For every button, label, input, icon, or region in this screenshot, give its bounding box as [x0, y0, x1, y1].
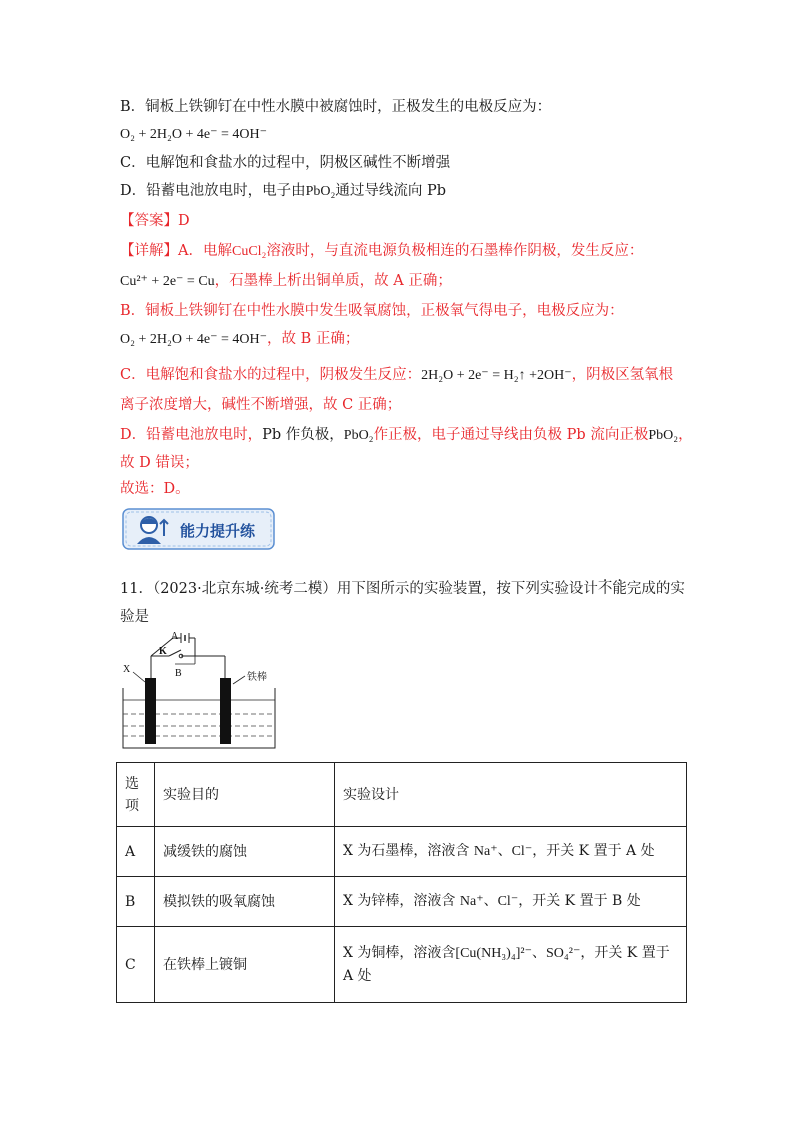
option-b-line: B．铜板上铁铆钉在中性水膜中被腐蚀时，正极发生的电极反应为： [120, 99, 552, 115]
electrode-iron [220, 678, 231, 744]
detail-c-line2: 离子浓度增大，碱性不断增强，故 C 正确； [120, 397, 402, 413]
header-option: 选项 [117, 763, 155, 827]
option-c-line: C．电解饱和食盐水的过程中，阴极区碱性不断增强 [120, 155, 451, 171]
question-11-line1: 11．（2023·北京东城·统考二模）用下图所示的实验装置，按下列实验设计不能完成的实 [120, 581, 685, 597]
table-row: A 减缓铁的腐蚀 X 为石墨棒，溶液含 Na⁺、Cl⁻，开关 K 置于 A 处 [117, 827, 687, 877]
label-b: B [175, 668, 182, 679]
banner-title: 能力提升练 [180, 522, 256, 540]
header-purpose: 实验目的 [155, 763, 335, 827]
battery-icon [181, 633, 189, 643]
detail-b-line: B．铜板上铁铆钉在中性水膜中发生吸氧腐蚀，正极氧气得电子，电极反应为： [120, 303, 624, 319]
detail-a-line: 【详解】A．电解CuCl₂溶液时，与直流电源负极相连的石墨棒作阴极，发生反应： [120, 243, 644, 259]
detail-b-equation-line: O₂ + 2H₂O + 4e⁻ = 4OH⁻，故 B 正确； [120, 331, 360, 347]
label-iron: 铁棒 [247, 672, 267, 683]
label-k: K [159, 646, 167, 657]
options-table [116, 762, 687, 1003]
table-row: B 模拟铁的吸氧腐蚀 X 为锌棒，溶液含 Na⁺、Cl⁻，开关 K 置于 B 处 [117, 877, 687, 927]
detail-c-line: C．电解饱和食盐水的过程中，阴极发生反应：2H₂O + 2e⁻ = H₂↑ +2OH⁻，阴极区氢氧根 [120, 367, 674, 383]
banner-graphic [122, 506, 276, 552]
detail-d-line2: 故 D 错误； [120, 455, 199, 471]
label-x: X [123, 664, 131, 675]
label-a: A [171, 631, 179, 642]
detail-a-equation-line: Cu²⁺ + 2e⁻ = Cu，石墨棒上析出铜单质，故 A 正确； [120, 273, 452, 289]
table-row: C 在铁棒上镀铜 X 为铜棒，溶液含[Cu(NH₃)₄]²⁻、SO₄²⁻，开关 K 置于 A 处 [117, 927, 687, 1003]
section-banner [122, 506, 276, 552]
experiment-apparatus [115, 630, 295, 752]
answer-line: 【答案】D [120, 213, 190, 229]
emphasis-dot: 能 [612, 581, 627, 597]
header-design: 实验设计 [335, 763, 687, 827]
emphasis-dot: 不 [597, 581, 613, 597]
electrode-x [145, 678, 156, 744]
question-11-line2: 验是 [120, 609, 149, 625]
detail-d-line: D．铅蓄电池放电时，Pb 作负极，PbO₂作正极，电子通过导线由负极 Pb 流向正极PbO₂， [120, 427, 693, 443]
option-b-equation: O₂ + 2H₂O + 4e⁻ = 4OH⁻ [120, 127, 267, 142]
chem-formula: PbO₂ [305, 184, 336, 199]
table-header-row [117, 763, 687, 827]
option-d-line: D．铅蓄电池放电时，电子由PbO₂通过导线流向 Pb [120, 183, 447, 199]
detail-conclusion: 故选：D。 [120, 481, 190, 497]
